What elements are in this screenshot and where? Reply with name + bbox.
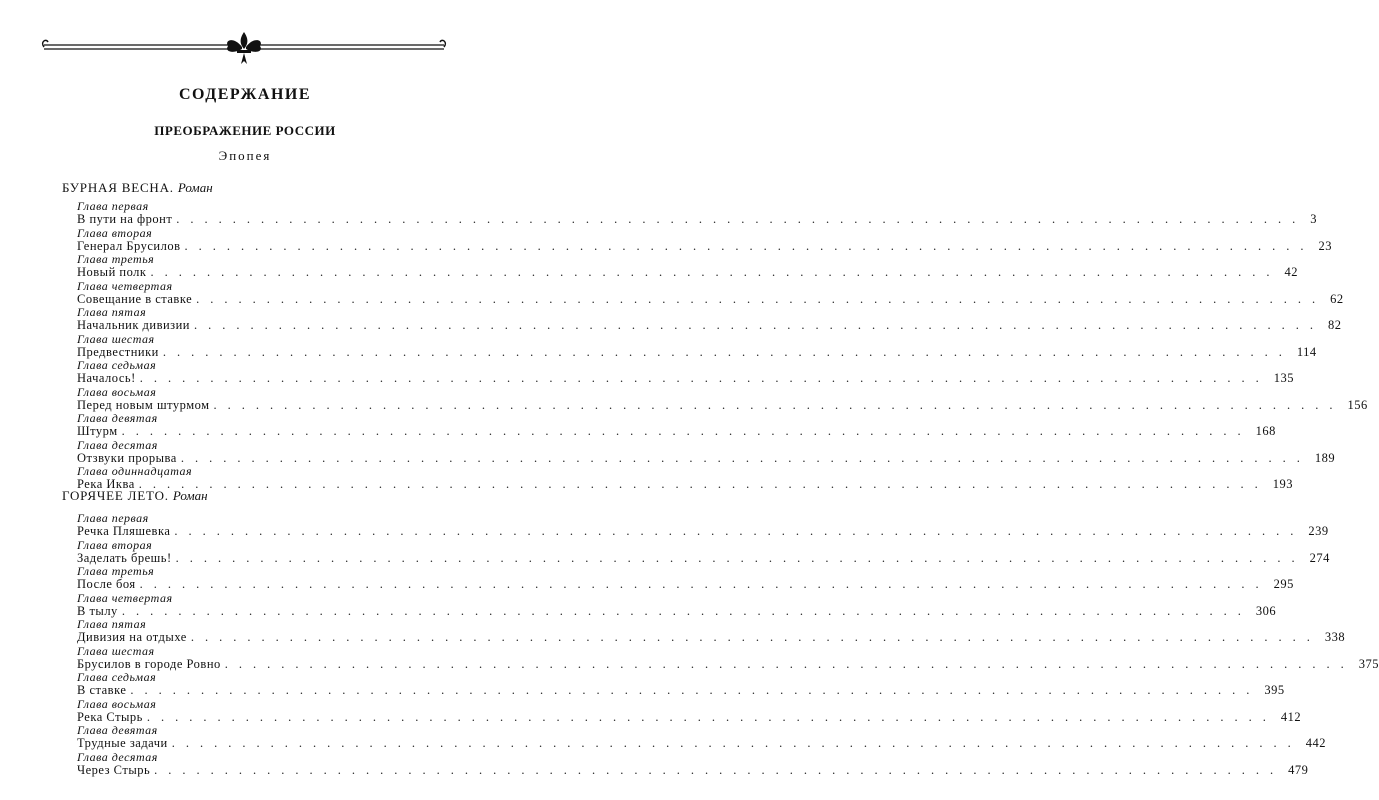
chapter-label: Глава девятая bbox=[77, 411, 158, 425]
entry-title: Речка Пляшевка bbox=[77, 524, 171, 538]
toc-entry[interactable] bbox=[77, 643, 1379, 672]
page-number: 375 bbox=[1358, 656, 1379, 671]
part-1 bbox=[62, 178, 1368, 492]
chapter-label: Глава десятая bbox=[77, 749, 158, 764]
page-number: 412 bbox=[1280, 709, 1302, 724]
page-number: 168 bbox=[1255, 424, 1276, 438]
entry-row bbox=[77, 450, 1336, 466]
chapter-label: Глава девятая bbox=[77, 723, 158, 737]
entry-row bbox=[77, 603, 1277, 619]
dot-leader: ................................................................................ bbox=[175, 550, 1306, 565]
dot-leader: ................................................................................ bbox=[213, 397, 1344, 412]
chapter-label: Глава третья bbox=[77, 252, 155, 266]
entry-row bbox=[77, 550, 1330, 566]
page-number: 306 bbox=[1255, 603, 1277, 618]
part-kind: Роман bbox=[172, 488, 208, 503]
dot-leader: ................................................................................ bbox=[150, 265, 1281, 279]
dot-leader: ................................................................................ bbox=[194, 318, 1324, 332]
chapter-label: Глава восьмая bbox=[77, 384, 157, 399]
page-number: 338 bbox=[1324, 630, 1346, 644]
entry-title: После боя bbox=[77, 577, 136, 591]
entry-title: Заделать брешь! bbox=[77, 550, 172, 565]
dot-leader: ................................................................................ bbox=[146, 709, 1277, 724]
toc-entry[interactable] bbox=[77, 305, 1342, 333]
entry-row bbox=[77, 762, 1309, 778]
entry-title: Брусилов в городе Ровно bbox=[77, 656, 221, 671]
entry-row bbox=[77, 291, 1344, 307]
page-number: 295 bbox=[1273, 577, 1294, 591]
dot-leader: ................................................................................ bbox=[139, 577, 1270, 591]
part-title-text: БУРНАЯ ВЕСНА. bbox=[62, 180, 174, 195]
page-number: 395 bbox=[1264, 683, 1285, 697]
dot-leader: ................................................................................ bbox=[180, 450, 1311, 465]
chapter-label: Глава вторая bbox=[77, 225, 153, 240]
entry-title: Перед новым штурмом bbox=[77, 397, 210, 412]
entry-row bbox=[77, 656, 1379, 672]
dot-leader: ................................................................................ bbox=[196, 291, 1327, 306]
chapter-label: Глава первая bbox=[77, 199, 149, 213]
entry-title: Начальник дивизии bbox=[77, 318, 190, 332]
dot-leader: ................................................................................ bbox=[190, 630, 1321, 644]
chapter-label: Глава вторая bbox=[77, 537, 153, 552]
dot-leader: ................................................................................ bbox=[171, 736, 1302, 750]
entry-title: Штурм bbox=[77, 424, 118, 438]
chapter-label: Глава седьмая bbox=[77, 358, 157, 372]
entry-row bbox=[77, 344, 1317, 360]
page-number: 156 bbox=[1347, 397, 1368, 412]
page-number: 135 bbox=[1273, 371, 1294, 385]
entry-row bbox=[77, 371, 1294, 386]
entry-title: Трудные задачи bbox=[77, 736, 168, 750]
entry-row bbox=[77, 736, 1326, 751]
entry-title: Предвестники bbox=[77, 344, 159, 359]
entry-row bbox=[77, 265, 1298, 280]
page-number: 193 bbox=[1272, 477, 1294, 491]
page-number: 479 bbox=[1288, 762, 1309, 777]
entry-title: Новый полк bbox=[77, 265, 147, 279]
part-kind: Роман bbox=[177, 180, 213, 195]
chapter-label: Глава третья bbox=[77, 564, 155, 578]
entry-row bbox=[77, 238, 1332, 254]
toc-entry[interactable] bbox=[77, 384, 1368, 413]
entry-row bbox=[77, 424, 1276, 439]
entry-row bbox=[77, 524, 1329, 539]
dot-leader: ................................................................................ bbox=[138, 477, 1269, 491]
toc-title: СОДЕРЖАНИЕ bbox=[178, 86, 312, 103]
chapter-label: Глава четвертая bbox=[77, 278, 173, 293]
entry-title: Началось! bbox=[77, 371, 136, 385]
page-number: 442 bbox=[1305, 736, 1326, 750]
entry-title: В пути на фронт bbox=[77, 212, 173, 226]
dot-leader: ................................................................................ bbox=[130, 683, 1261, 697]
dot-leader: ................................................................................ bbox=[184, 238, 1315, 253]
entry-row bbox=[77, 318, 1342, 333]
chapter-label: Глава шестая bbox=[77, 643, 155, 658]
work-title: ПРЕОБРАЖЕНИЕ РОССИИ bbox=[154, 123, 336, 138]
dot-leader: ................................................................................ bbox=[121, 424, 1252, 438]
entry-title: Отзвуки прорыва bbox=[77, 450, 177, 465]
page-number: 42 bbox=[1284, 265, 1298, 279]
toc-entry[interactable] bbox=[77, 723, 1326, 751]
part-2 bbox=[62, 486, 1379, 777]
page-number: 3 bbox=[1310, 212, 1318, 226]
entry-title: Река Иква bbox=[77, 477, 135, 491]
page-number: 274 bbox=[1309, 550, 1330, 565]
dot-leader: ................................................................................ bbox=[174, 524, 1305, 538]
chapter-label: Глава пятая bbox=[77, 305, 147, 319]
toc-entry[interactable] bbox=[77, 564, 1294, 592]
toc-entry[interactable] bbox=[77, 411, 1276, 439]
entry-title: Через Стырь bbox=[77, 762, 151, 777]
toc-entry[interactable] bbox=[77, 199, 1318, 227]
toc-entry[interactable] bbox=[77, 749, 1309, 778]
toc-entry[interactable] bbox=[77, 278, 1344, 307]
chapter-label: Глава пятая bbox=[77, 617, 147, 631]
entry-row bbox=[77, 709, 1302, 725]
entry-title: Река Стырь bbox=[77, 709, 143, 724]
chapter-label: Глава десятая bbox=[77, 437, 158, 452]
chapter-label: Глава первая bbox=[77, 511, 149, 525]
entry-row bbox=[77, 683, 1285, 698]
dot-leader: ................................................................................ bbox=[162, 344, 1293, 359]
page-number: 114 bbox=[1296, 344, 1317, 359]
dot-leader: ................................................................................ bbox=[139, 371, 1270, 385]
chapter-label: Глава одиннадцатая bbox=[77, 464, 193, 478]
chapter-label: Глава шестая bbox=[77, 331, 155, 346]
dot-leader: ................................................................................ bbox=[121, 603, 1252, 618]
entry-title: В ставке bbox=[77, 683, 127, 697]
dot-leader: ................................................................................ bbox=[224, 656, 1355, 671]
part-title-text: ГОРЯЧЕЕ ЛЕТО. bbox=[62, 488, 169, 503]
chapter-label: Глава четвертая bbox=[77, 590, 173, 605]
entry-title: Совещание в ставке bbox=[77, 291, 193, 306]
toc-entry[interactable] bbox=[77, 225, 1332, 254]
entry-row bbox=[77, 630, 1346, 645]
toc-entry-list bbox=[62, 199, 1368, 492]
dot-leader: ................................................................................ bbox=[154, 762, 1285, 777]
toc-entry[interactable] bbox=[77, 511, 1329, 539]
toc-entry[interactable] bbox=[77, 331, 1317, 360]
page-number: 239 bbox=[1308, 524, 1329, 538]
toc-entry[interactable] bbox=[77, 252, 1298, 280]
toc-entry-list bbox=[62, 511, 1379, 777]
toc-entry[interactable] bbox=[77, 358, 1294, 386]
dot-leader: ................................................................................ bbox=[176, 212, 1307, 226]
chapter-label: Глава седьмая bbox=[77, 670, 157, 684]
page-number: 82 bbox=[1328, 318, 1342, 332]
chapter-label: Глава восьмая bbox=[77, 696, 157, 711]
entry-title: Генерал Брусилов bbox=[77, 238, 181, 253]
entry-title: Дивизия на отдыхе bbox=[77, 630, 187, 644]
toc-entry[interactable] bbox=[77, 437, 1336, 466]
toc-entry[interactable] bbox=[77, 617, 1346, 645]
entry-row bbox=[77, 577, 1294, 592]
entry-title: В тылу bbox=[77, 603, 118, 618]
work-genre: Эпопея bbox=[218, 148, 272, 163]
header-ornament bbox=[38, 28, 450, 68]
entry-row bbox=[77, 397, 1368, 413]
toc-entry[interactable] bbox=[77, 590, 1277, 619]
part-title bbox=[62, 486, 450, 506]
toc-entry[interactable] bbox=[77, 696, 1302, 725]
toc-entry[interactable] bbox=[77, 537, 1330, 566]
entry-row bbox=[77, 212, 1318, 227]
page-number: 62 bbox=[1330, 291, 1344, 306]
page-number: 189 bbox=[1314, 450, 1336, 465]
page-number: 23 bbox=[1318, 238, 1332, 253]
toc-entry[interactable] bbox=[77, 670, 1285, 698]
part-title bbox=[62, 178, 450, 198]
